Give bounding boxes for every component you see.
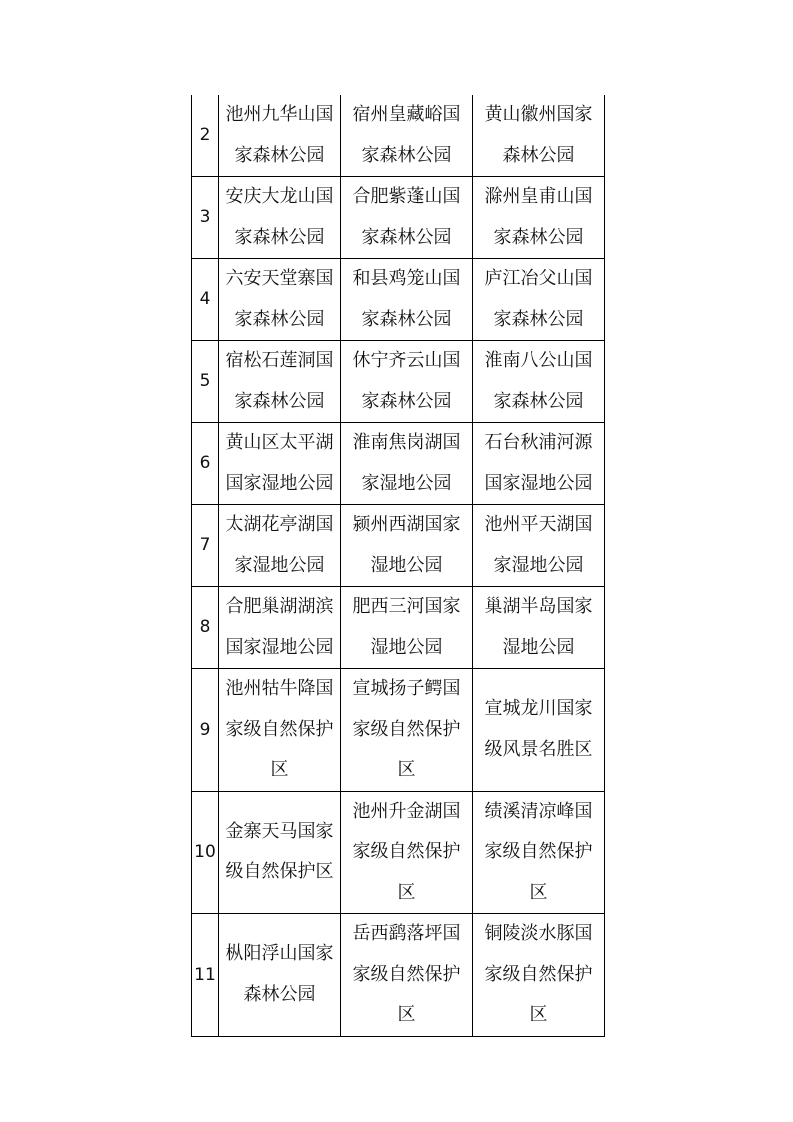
table-cell: 宣城扬子鳄国家级自然保护区 xyxy=(341,669,473,792)
table-row xyxy=(192,914,605,1037)
table-cell: 和县鸡笼山国家森林公园 xyxy=(341,259,473,341)
table-cell: 铜陵淡水豚国家级自然保护区 xyxy=(473,914,605,1037)
row-number: 11 xyxy=(192,914,219,1037)
table-row xyxy=(192,587,605,669)
row-number: 7 xyxy=(192,505,219,587)
table-cell: 六安天堂寨国家森林公园 xyxy=(219,259,341,341)
row-number: 10 xyxy=(192,791,219,914)
table-cell: 宿松石莲洞国家森林公园 xyxy=(219,341,341,423)
row-number: 5 xyxy=(192,341,219,423)
table-cell: 黄山徽州国家森林公园 xyxy=(473,95,605,177)
table-cell: 颍州西湖国家湿地公园 xyxy=(341,505,473,587)
table-cell: 庐江冶父山国家森林公园 xyxy=(473,259,605,341)
table-cell: 黄山区太平湖国家湿地公园 xyxy=(219,423,341,505)
table-row xyxy=(192,505,605,587)
row-number: 3 xyxy=(192,177,219,259)
table-row xyxy=(192,95,605,177)
table-cell: 肥西三河国家湿地公园 xyxy=(341,587,473,669)
table-row xyxy=(192,341,605,423)
row-number: 6 xyxy=(192,423,219,505)
table-cell: 绩溪清凉峰国家级自然保护区 xyxy=(473,791,605,914)
table-cell: 合肥紫蓬山国家森林公园 xyxy=(341,177,473,259)
table-row xyxy=(192,669,605,792)
table-cell: 岳西鹞落坪国家级自然保护区 xyxy=(341,914,473,1037)
table-cell: 枞阳浮山国家森林公园 xyxy=(219,914,341,1037)
table-cell: 池州九华山国家森林公园 xyxy=(219,95,341,177)
table-cell: 石台秋浦河源国家湿地公园 xyxy=(473,423,605,505)
parks-table xyxy=(191,95,605,1037)
table-cell: 滁州皇甫山国家森林公园 xyxy=(473,177,605,259)
table-row xyxy=(192,177,605,259)
table-cell: 合肥巢湖湖滨国家湿地公园 xyxy=(219,587,341,669)
table-row xyxy=(192,259,605,341)
table-row xyxy=(192,423,605,505)
row-number: 8 xyxy=(192,587,219,669)
table-cell: 太湖花亭湖国家湿地公园 xyxy=(219,505,341,587)
table-cell: 宿州皇藏峪国家森林公园 xyxy=(341,95,473,177)
table-cell: 池州升金湖国家级自然保护区 xyxy=(341,791,473,914)
table-row xyxy=(192,791,605,914)
table-cell: 池州牯牛降国家级自然保护区 xyxy=(219,669,341,792)
table-cell: 宣城龙川国家级风景名胜区 xyxy=(473,669,605,792)
table-cell: 休宁齐云山国家森林公园 xyxy=(341,341,473,423)
table-cell: 池州平天湖国家湿地公园 xyxy=(473,505,605,587)
table-cell: 淮南焦岗湖国家湿地公园 xyxy=(341,423,473,505)
table-cell: 巢湖半岛国家湿地公园 xyxy=(473,587,605,669)
row-number: 9 xyxy=(192,669,219,792)
table-cell: 安庆大龙山国家森林公园 xyxy=(219,177,341,259)
row-number: 4 xyxy=(192,259,219,341)
table-cell: 淮南八公山国家森林公园 xyxy=(473,341,605,423)
row-number: 2 xyxy=(192,95,219,177)
table-cell: 金寨天马国家级自然保护区 xyxy=(219,791,341,914)
